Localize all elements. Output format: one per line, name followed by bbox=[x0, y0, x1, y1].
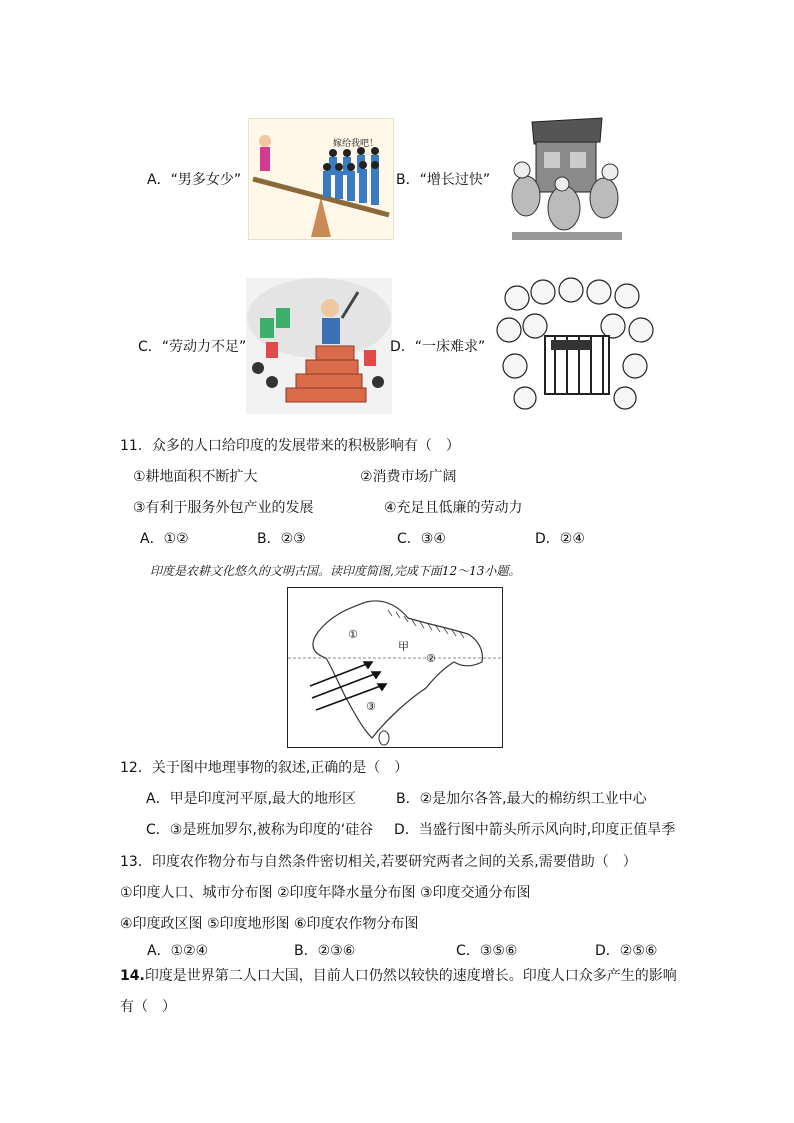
q12-stem: 12．关于图中地理事物的叙述,正确的是（ ） bbox=[120, 760, 409, 776]
q14-stem-continuation: 有（ ） bbox=[120, 999, 176, 1015]
q13-materials-line-1: ①印度人口、城市分布图 ②印度年降水量分布图 ③印度交通分布图 bbox=[120, 885, 531, 901]
section-intro: 印度是农耕文化悠久的文明古国。读印度简图,完成下面12～13小题。 bbox=[150, 564, 521, 578]
cartoon-seesaw-image bbox=[248, 118, 394, 240]
map-label-2: ② bbox=[426, 652, 436, 665]
option-c-label: C．“劳动力不足” bbox=[138, 339, 247, 355]
q11-option-b: B．②③ bbox=[257, 531, 306, 547]
q11-option-c: C．③④ bbox=[397, 531, 446, 547]
q11-option-d: D．②④ bbox=[535, 531, 585, 547]
q13-option-c: C．③⑤⑥ bbox=[456, 943, 518, 959]
q12-option-d: D．当盛行图中箭头所示风向时,印度正值旱季 bbox=[394, 822, 676, 838]
cartoon-hospital-bed-image bbox=[495, 270, 657, 416]
q13-materials-line-2: ④印度政区图 ⑤印度地形图 ⑥印度农作物分布图 bbox=[120, 916, 419, 932]
q12-option-c: C．③是班加罗尔,被称为印度的‘硅谷 bbox=[146, 822, 374, 838]
q11-statement-1: ①耕地面积不断扩大 bbox=[133, 469, 258, 485]
q12-option-b: B．②是加尔各答,最大的棉纺织工业中心 bbox=[396, 791, 647, 807]
q14-number: 14. bbox=[120, 968, 145, 984]
map-label-jia: 甲 bbox=[398, 640, 409, 653]
q13-option-d: D．②⑤⑥ bbox=[595, 943, 658, 959]
q14-stem bbox=[120, 967, 677, 985]
option-b-label: B．“增长过快” bbox=[396, 172, 491, 188]
q13-option-a: A．①②④ bbox=[147, 943, 209, 959]
q14-stem-text: 印度是世界第二人口大国，目前人口仍然以较快的速度增长。印度人口众多产生的影响 bbox=[144, 968, 677, 984]
q12-option-a: A．甲是印度河平原,最大的地形区 bbox=[146, 791, 357, 807]
option-a-label: A．“男多女少” bbox=[147, 172, 242, 188]
q13-stem: 13．印度农作物分布与自然条件密切相关,若要研究两者之间的关系,需要借助（ ） bbox=[120, 854, 637, 870]
q11-statement-4: ④充足且低廉的劳动力 bbox=[384, 500, 523, 516]
map-label-3: ③ bbox=[366, 700, 376, 713]
q11-statement-3: ③有利于服务外包产业的发展 bbox=[133, 500, 314, 516]
cartoon-burden-image bbox=[492, 108, 640, 248]
option-d-label: D．“一床难求” bbox=[390, 339, 486, 355]
q11-stem: 11．众多的人口给印度的发展带来的积极影响有（ ） bbox=[120, 438, 460, 454]
q11-statement-2: ②消费市场广阔 bbox=[360, 469, 457, 485]
cartoon-speech-text: 嫁给我吧！ bbox=[333, 139, 379, 149]
q13-option-b: B．②③⑥ bbox=[294, 943, 356, 959]
map-label-1: ① bbox=[348, 628, 358, 641]
q11-option-a: A．①② bbox=[140, 531, 189, 547]
cartoon-labor-image bbox=[246, 278, 392, 414]
india-map-figure bbox=[287, 587, 503, 748]
